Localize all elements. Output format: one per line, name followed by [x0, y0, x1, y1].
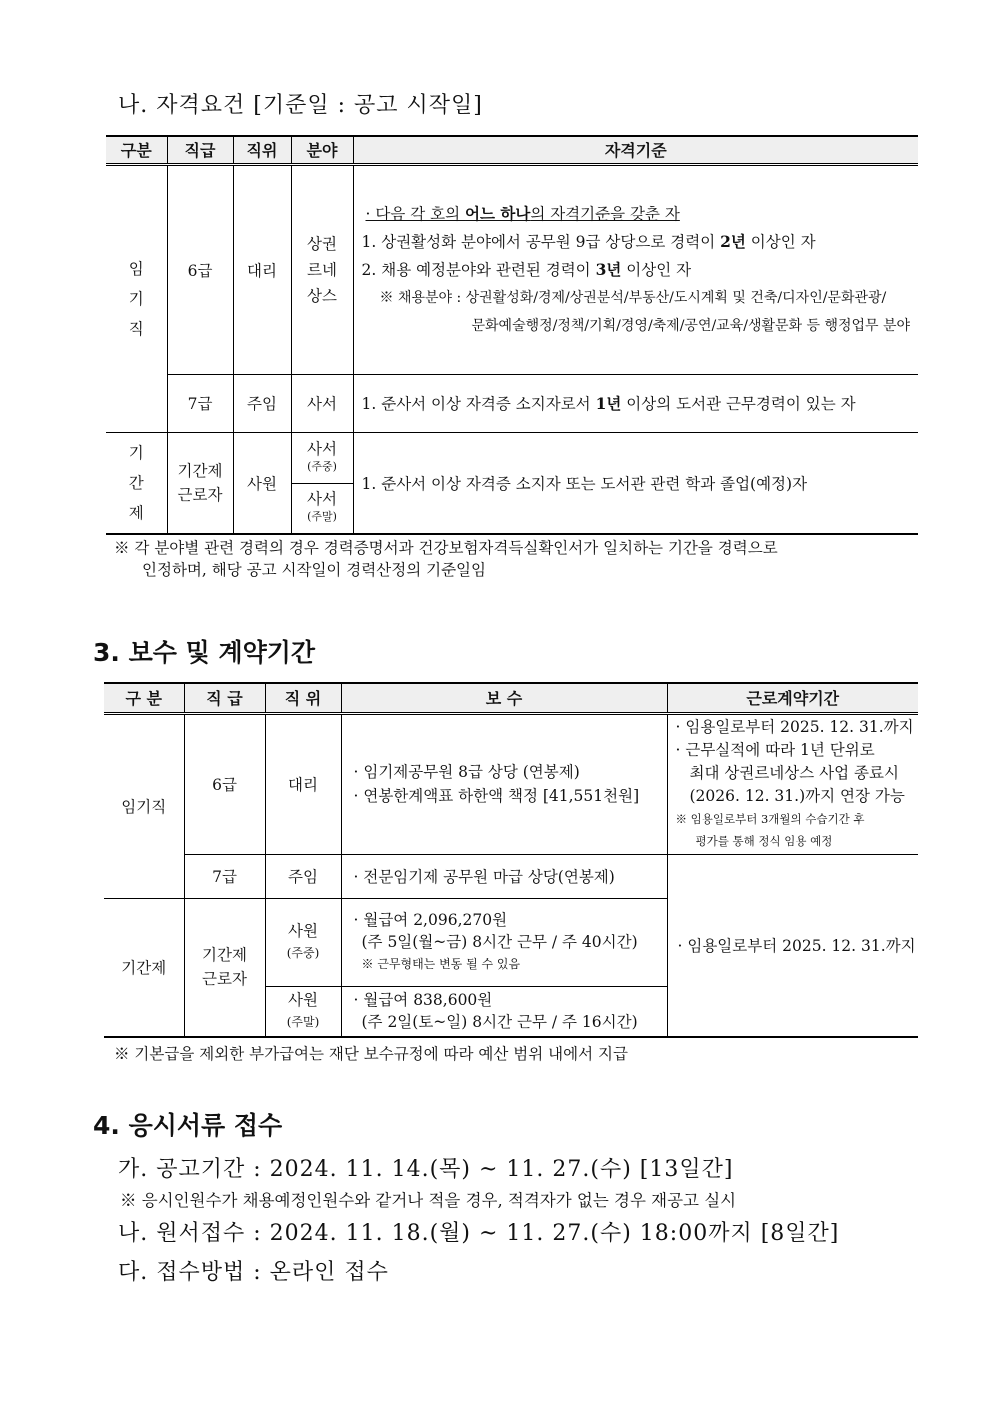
header-category: 구 분 — [104, 683, 184, 713]
cell-pay: · 월급여 838,600원 (주 2일(토~일) 8시간 근무 / 주 16시간) — [341, 986, 667, 1037]
cell-grade: 기간제 근로자 — [167, 432, 233, 534]
cell-position: 사원 — [233, 432, 291, 534]
header-field: 분야 — [291, 136, 353, 164]
criteria-note-1: ※ 채용분야 : 상권활성화/경제/상권분석/부동산/도시계획 및 건축/디자인/문화관광/ — [379, 289, 887, 306]
cell-position-weekday: 사원 (주중) — [265, 898, 341, 986]
cell-grade: 기간제 근로자 — [184, 898, 265, 1037]
cell-pay: · 전문임기제 공무원 마급 상당(연봉제) — [341, 854, 667, 898]
cell-field: 상권 르네 상스 — [291, 164, 353, 374]
salary-table — [104, 682, 918, 1038]
cell-position: 대리 — [265, 713, 341, 854]
cell-pay: · 월급여 2,096,270원 (주 5일(월~금) 8시간 근무 / 주 40시간) ※ 근무형태는 변동 될 수 있음 — [341, 898, 667, 986]
cell-grade: 6급 — [167, 164, 233, 374]
cell-period: · 임용일로부터 2025. 12. 31.까지 · 근무실적에 따라 1년 단위로 최대 상권르네상스 사업 종료시 (2026. 12. 31.)까지 연장 가능 ※ 임용일로부터 3개월의 수습기간 후 평가를 통해 정식 임용 예정 — [667, 713, 918, 854]
criteria-item-2: 2. 채용 예정분야와 관련된 경력이 3년 이상인 자 — [361, 259, 692, 279]
table1-note: ※ 각 분야별 관련 경력의 경우 경력증명서과 건강보험자격득실확인서가 일치하는 기간을 경력으로 인정하며, 해당 공고 시작일이 경력산정의 기준일임 — [114, 539, 778, 579]
criteria-note-2: 문화예술행정/정책/기획/경영/축제/공연/교육/생활문화 등 행정업무 분야 — [471, 317, 911, 334]
notice-period: 가. 공고기간 : 2024. 11. 14.(목) ~ 11. 27.(수) [13일간] — [118, 1157, 734, 1182]
application-period: 나. 원서접수 : 2024. 11. 18.(월) ~ 11. 27.(수) 18:00까지 [8일간] — [118, 1221, 840, 1246]
criteria-intro: · 다음 각 호의 어느 하나의 자격기준을 갖춘 자 — [365, 203, 680, 223]
section-3-title: 3. 보수 및 계약기간 — [93, 638, 316, 667]
header-position: 직 위 — [265, 683, 341, 713]
cell-position-weekend: 사원 (주말) — [265, 986, 341, 1037]
cell-field: 사서 — [291, 374, 353, 432]
cell-field-weekend: 사서 (주말) — [291, 483, 353, 534]
notice-period-note: ※ 응시인원수가 채용예정인원수와 같거나 적을 경우, 적격자가 없는 경우 재공고 실시 — [120, 1191, 737, 1210]
cell-category-term: 임기직 — [104, 713, 184, 898]
application-method: 다. 접수방법 : 온라인 접수 — [118, 1260, 389, 1285]
cell-position: 주임 — [233, 374, 291, 432]
header-position: 직위 — [233, 136, 291, 164]
header-grade: 직 급 — [184, 683, 265, 713]
cell-criteria: 1. 준사서 이상 자격증 소지자로서 1년 이상의 도서관 근무경력이 있는 자 — [353, 374, 918, 432]
cell-category-contract: 기 간 제 — [106, 432, 167, 534]
cell-position: 주임 — [265, 854, 341, 898]
header-pay: 보 수 — [341, 683, 667, 713]
header-criteria: 자격기준 — [353, 136, 918, 164]
cell-grade: 6급 — [184, 713, 265, 854]
cell-period: · 임용일로부터 2025. 12. 31.까지 — [667, 854, 918, 1037]
cell-category-contract: 기간제 — [104, 898, 184, 1037]
section-na-title: 나. 자격요건 [기준일 : 공고 시작일] — [118, 93, 483, 118]
section-4-title: 4. 응시서류 접수 — [93, 1111, 283, 1140]
cell-position: 대리 — [233, 164, 291, 374]
cell-field-weekday: 사서 (주중) — [291, 432, 353, 483]
cell-criteria: 1. 준사서 이상 자격증 소지자 또는 도서관 관련 학과 졸업(예정)자 — [353, 432, 918, 534]
cell-criteria — [353, 164, 918, 374]
cell-pay: · 임기제공무원 8급 상당 (연봉제) · 연봉한계액표 하한액 책정 [41,551천원] — [341, 713, 667, 854]
cell-grade: 7급 — [184, 854, 265, 898]
header-period: 근로계약기간 — [667, 683, 918, 713]
header-grade: 직급 — [167, 136, 233, 164]
table2-note: ※ 기본급을 제외한 부가급여는 재단 보수규정에 따라 예산 범위 내에서 지급 — [114, 1045, 628, 1063]
criteria-item-1: 1. 상권활성화 분야에서 공무원 9급 상당으로 경력이 2년 이상인 자 — [361, 231, 816, 251]
cell-grade: 7급 — [167, 374, 233, 432]
header-category: 구분 — [106, 136, 167, 164]
qualification-table — [106, 135, 918, 535]
cell-category-term: 임 기 직 — [106, 164, 167, 432]
